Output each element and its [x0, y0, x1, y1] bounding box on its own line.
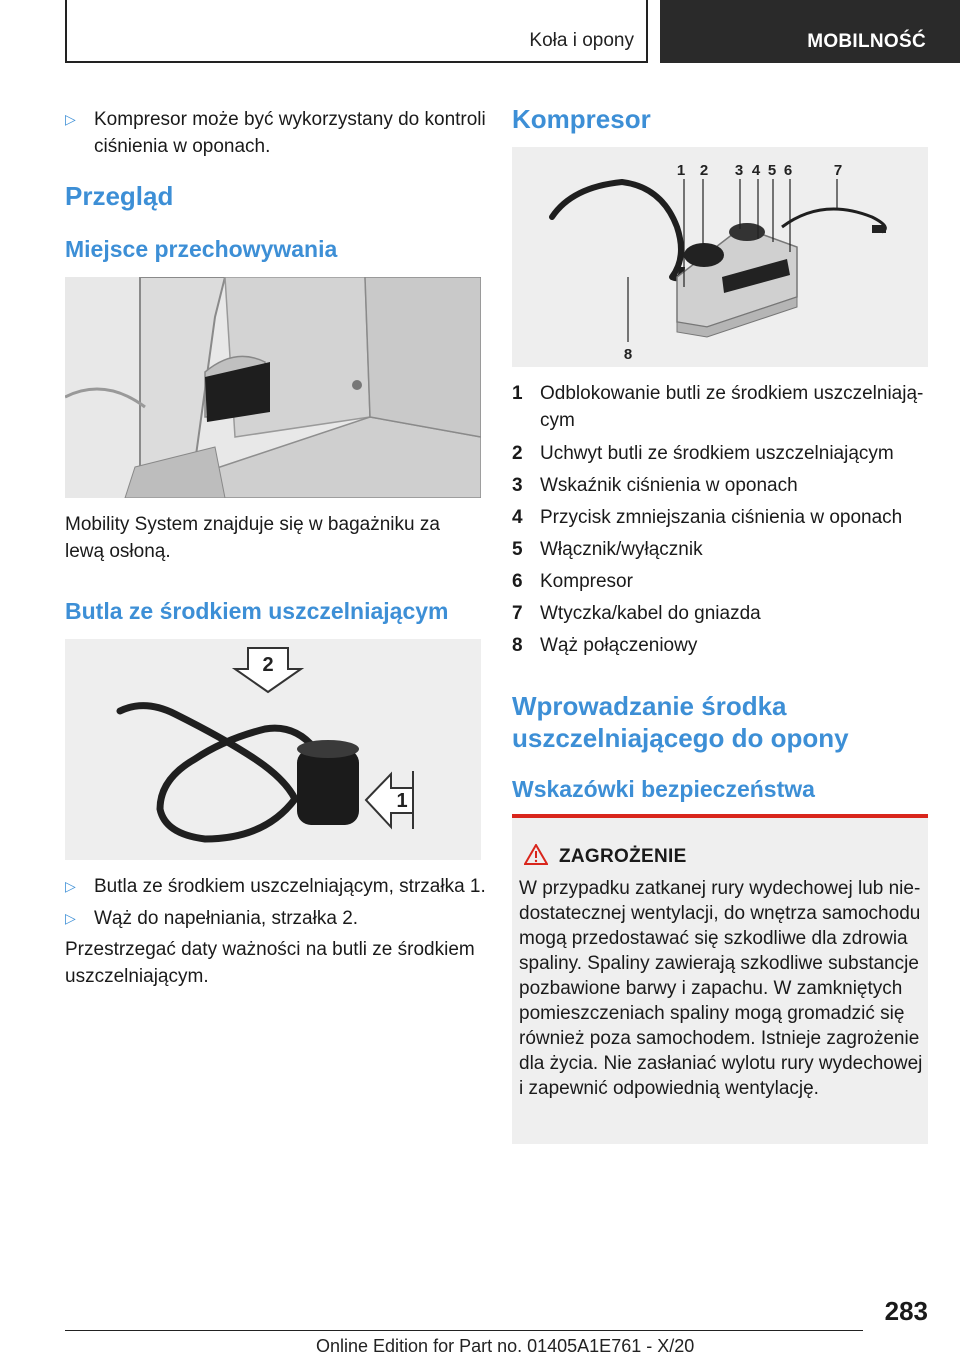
list-item: 4 Przycisk zmniejszania ciśnienia w oponach	[512, 507, 903, 528]
heading-storage: Miejsce przechowywania	[65, 236, 338, 262]
bottle-figure	[65, 639, 481, 860]
compressor-legend	[512, 380, 928, 659]
bullet-triangle-icon: ▷	[65, 910, 76, 926]
heading-filling: Wprowadzanie środka uszczelniającego do opony	[512, 691, 849, 753]
list-item: 3 Wskaźnik ciśnienia w oponach	[512, 475, 798, 496]
warning-triangle-icon	[524, 844, 548, 865]
bottle-bullet-1-text: Butla ze środkiem uszczelniającym, strzałka 1.	[94, 876, 486, 897]
bottle-bullet-2-text: Wąż do napełniania, strzałka 2.	[94, 908, 359, 929]
bottle-bullet-1	[65, 873, 510, 900]
page-number: 283	[884, 1296, 928, 1326]
compressor-label-3: 3	[734, 162, 744, 179]
trunk-illustration	[65, 277, 481, 498]
compressor-label-7: 7	[833, 162, 843, 179]
list-item: 8 Wąż połączeniowy	[512, 635, 698, 656]
compressor-label-5: 5	[767, 162, 777, 179]
warning-text: W przypadku zatkanej rury wydechowej lub niedostatecznej wentylacji, do wnętrza samochodu mogą przedostawać się szkodliwe dla zdrowia spaliny. Spaliny zawierają szkodliwe substancje pozbawione barwy i zapachu. W zamkniętych pomieszczeniach spaliny mogą gromadzić się również poza samochodem. Istnieje zagrożenie dla życia. Nie zasłaniać wylotu rury wydechowej i zapewnić odpowiednią wentylację.	[519, 878, 923, 1099]
bottle-label-1: 1	[396, 790, 408, 812]
compressor-label-4: 4	[751, 162, 761, 179]
bullet-triangle-icon: ▷	[65, 111, 76, 127]
compressor-label-6: 6	[783, 162, 793, 179]
danger-warning-box	[512, 814, 928, 1144]
heading-overview: Przegląd	[65, 181, 174, 211]
bullet-triangle-icon: ▷	[65, 878, 76, 894]
warning-title: ZAGROŻENIE	[559, 846, 687, 867]
bottle-illustration	[65, 639, 481, 860]
list-item: 6 Kompresor	[512, 571, 633, 592]
intro-bullet	[65, 106, 494, 160]
header-chapter-title: MOBILNOŚĆ	[807, 31, 926, 52]
compressor-figure	[512, 147, 928, 367]
list-item: 1 Odblokowanie butli ze środkiem uszczelniającym	[512, 383, 924, 431]
header-section-title: Koła i opony	[529, 30, 634, 51]
list-item: 7 Wtyczka/kabel do gniazda	[512, 603, 761, 624]
compressor-label-8: 8	[623, 346, 633, 363]
list-item: 2 Uchwyt butli ze środkiem uszczelniającym	[512, 443, 894, 464]
compressor-label-1: 1	[676, 162, 686, 179]
heading-safety: Wskazówki bezpieczeństwa	[512, 776, 815, 802]
trunk-figure	[65, 277, 481, 498]
bottle-label-2: 2	[262, 654, 274, 676]
list-item: 5 Włącznik/wyłącznik	[512, 539, 703, 560]
heading-compressor: Kompresor	[512, 104, 651, 134]
footer-edition: Online Edition for Part no. 01405A1E761 - X/20	[316, 1336, 695, 1356]
heading-bottle: Butla ze środkiem uszczelniającym	[65, 598, 449, 624]
compressor-illustration	[512, 147, 928, 367]
expiry-text: Przestrzegać daty ważności na butli ze środkiem uszczelniającym.	[65, 939, 475, 987]
compressor-label-2: 2	[699, 162, 709, 179]
intro-bullet-text: Kompresor może być wykorzystany do kontroli ciśnienia w oponach.	[94, 109, 486, 157]
storage-text: Mobility System znajduje się w bagażniku za lewą osłoną.	[65, 514, 440, 562]
bottle-bullet-2	[65, 905, 510, 932]
header-chapter-box	[660, 0, 960, 63]
footer-divider	[65, 1330, 863, 1331]
